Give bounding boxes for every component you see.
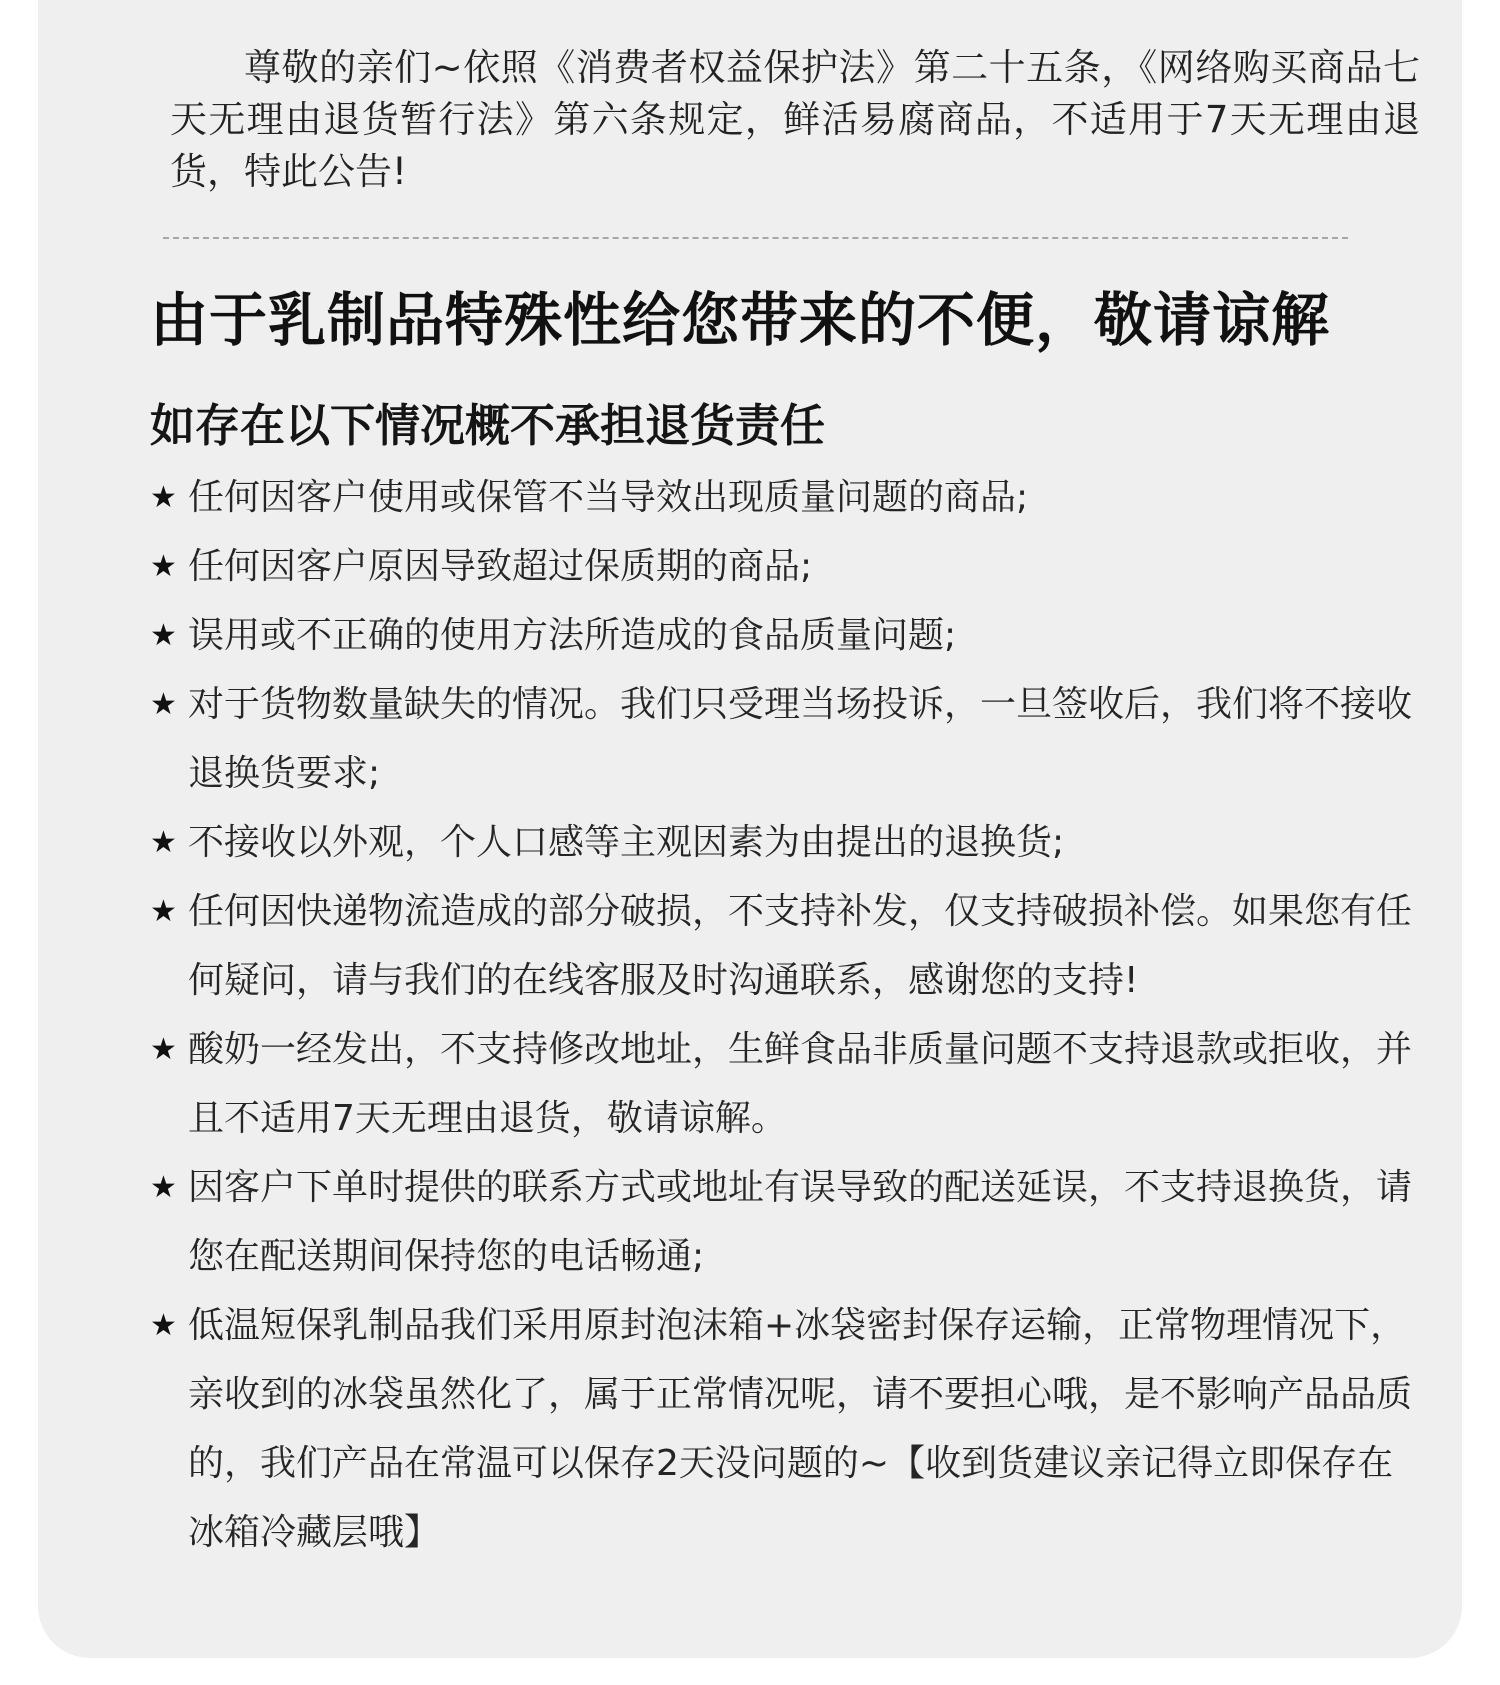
notice-card — [38, 0, 1462, 1658]
headline: 由于乳制品特殊性给您带来的不便，敬请谅解 — [150, 286, 1331, 354]
star-bullet-icon: ★ — [150, 1308, 177, 1343]
rule-text: 酸奶一经发出，不支持修改地址，生鲜食品非质量问题不支持退款或拒收，并且不适用7天无理由退货，敬请谅解。 — [188, 1029, 1413, 1139]
legal-notice-text: 尊敬的亲们~依照《消费者权益保护法》第二十五条，《网络购买商品七天无理由退货暂行法》第六条规定，鲜活易腐商品，不适用于7天无理由退货，特此公告! — [170, 46, 1421, 193]
rules-list — [150, 463, 1420, 1567]
rule-text: 因客户下单时提供的联系方式或地址有误导致的配送延误，不支持退换货，请您在配送期间保持您的电话畅通; — [188, 1167, 1413, 1277]
rule-text: 不接收以外观，个人口感等主观因素为由提出的退换货; — [188, 822, 1065, 863]
rule-text: 任何因客户使用或保管不当导效出现质量问题的商品; — [188, 477, 1029, 518]
rule-item — [150, 532, 1420, 601]
star-bullet-icon: ★ — [150, 687, 177, 722]
dashed-divider — [163, 237, 1348, 239]
star-bullet-icon: ★ — [150, 825, 177, 860]
rule-text: 任何因快递物流造成的部分破损，不支持补发，仅支持破损补偿。如果您有任何疑问，请与我们的在线客服及时沟通联系，感谢您的支持! — [188, 891, 1413, 1001]
star-bullet-icon: ★ — [150, 549, 177, 584]
rule-item — [150, 1153, 1420, 1291]
rule-item — [150, 601, 1420, 670]
star-bullet-icon: ★ — [150, 1170, 177, 1205]
rule-item — [150, 877, 1420, 1015]
rule-text: 低温短保乳制品我们采用原封泡沫箱+冰袋密封保存运输，正常物理情况下，亲收到的冰袋虽然化了，属于正常情况呢，请不要担心哦，是不影响产品品质的，我们产品在常温可以保存2天没问题的~【收到货建议亲记得立即保存在冰箱冷藏层哦】 — [188, 1305, 1413, 1553]
rule-item — [150, 1291, 1420, 1567]
rule-item — [150, 670, 1420, 808]
rule-text: 误用或不正确的使用方法所造成的食品质量问题; — [188, 615, 957, 656]
rule-item — [150, 463, 1420, 532]
rule-item — [150, 1015, 1420, 1153]
star-bullet-icon: ★ — [150, 894, 177, 929]
rule-text: 对于货物数量缺失的情况。我们只受理当场投诉，一旦签收后，我们将不接收退换货要求; — [188, 684, 1413, 794]
subheading: 如存在以下情况概不承担退货责任 — [150, 399, 826, 452]
star-bullet-icon: ★ — [150, 1032, 177, 1067]
rule-item — [150, 808, 1420, 877]
rule-text: 任何因客户原因导致超过保质期的商品; — [188, 546, 813, 587]
star-bullet-icon: ★ — [150, 618, 177, 653]
star-bullet-icon: ★ — [150, 480, 177, 515]
